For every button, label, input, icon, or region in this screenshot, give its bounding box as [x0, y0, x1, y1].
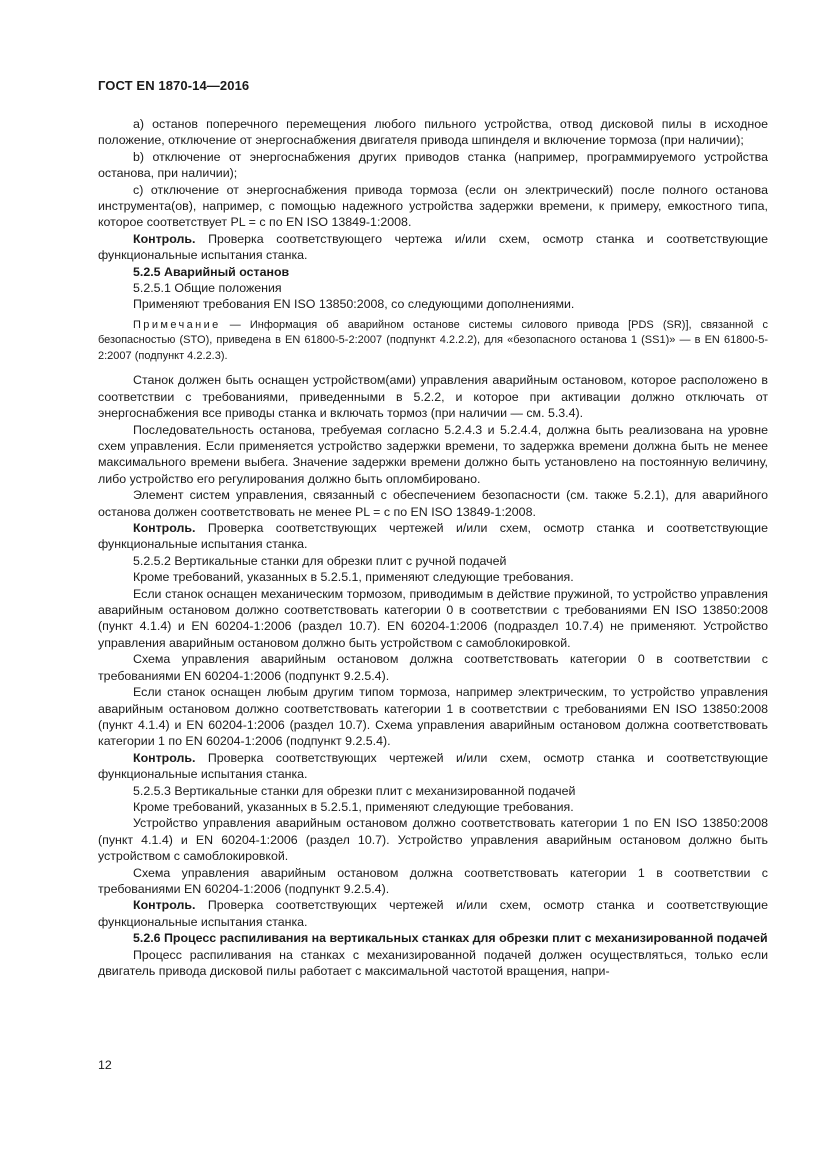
paragraph: Элемент систем управления, связанный с обеспечением безопасности (см. также 5.2.1), для аварийного останова должен соответствовать не менее PL = с по EN ISO 13849-1:2008. — [98, 488, 768, 519]
paragraph: Устройство управления аварийным остановом должно соответствовать категории 1 по EN ISO 13850:2008 (пункт 4.1.4) и EN 60204-1:2006 (раздел 10.7). Устройство управления аварийным остановом должно быть устройством с самоблокировкой. — [98, 816, 768, 864]
control-label: Контроль. — [133, 231, 196, 246]
paragraph: Если станок оснащен любым другим типом тормоза, например электрическим, то устройство управления аварийным остановом должно соответствовать категории 1 в соответствии с требованиями EN ISO 13850:2008 (пункт 4.1.4) и EN 60204-1:2006 (раздел 10.7). Схема управления аварийным остановом должна соответствовать категории 1 по EN 60204-1:2006 (подпункт 9.2.5.4). — [98, 685, 768, 749]
control-label: Контроль. — [133, 898, 196, 913]
subsection-heading-5-2-5-2: 5.2.5.2 Вертикальные станки для обрезки плит с ручной подачей — [133, 553, 507, 568]
control-paragraph — [98, 520, 768, 553]
page-number: 12 — [98, 1058, 112, 1072]
paragraph: Схема управления аварийным остановом должна соответствовать категории 1 в соответствии с требованиями EN 60204-1:2006 (подпункт 9.2.5.4). — [98, 865, 768, 896]
control-label: Контроль. — [133, 750, 196, 765]
note-label: Примечание — [133, 318, 221, 331]
item-b: b) отключение от энергоснабжения других приводов станка (например, программируемого устройства останова, при наличии); — [98, 149, 768, 181]
item-a: а) останов поперечного перемещения любого пильного устройства, отвод дисковой пилы в исходное положение, отключение от энергоснабжения двигателя привода шпинделя и включение тормоза (при наличии); — [98, 117, 768, 148]
paragraph: Последовательность останова, требуемая согласно 5.2.4.3 и 5.2.4.4, должна быть реализована на уровне схем управления. Если применяется устройство задержки времени, то задержка времени должна быть не менее максимального времени выбега. Значение задержки времени должно быть установлено на постоянную величину, либо устройство его регулирования должно быть опломбировано. — [98, 422, 768, 486]
item-c: c) отключение от энергоснабжения привода тормоза (если он электрический) после полного останова инструмента(ов), например, с помощью надежного устройства задержки времени, к примеру, емкостного типа, которое соответствует PL = с по EN ISO 13849-1:2008. — [98, 182, 768, 230]
subsection-heading-5-2-5-3: 5.2.5.3 Вертикальные станки для обрезки плит с механизированной подачей — [133, 783, 576, 798]
control-text: Проверка соответствующих чертежей и/или схем, осмотр станка и соответствующие функциональные испытания станка. — [98, 898, 768, 929]
subsection-heading-5-2-5-1: 5.2.5.1 Общие положения — [133, 281, 282, 296]
paragraph: Если станок оснащен механическим тормозом, приводимым в действие пружиной, то устройство управления аварийным остановом должно соответствовать категории 0 в соответствии с требованиями EN ISO 13850:2008 (пункт 4.1.4) и EN 60204-1:2006 (раздел 10.7). EN 60204-1:2006 (подраздел 10.7.4) не применяют. Устройство управления аварийным остановом должно быть устройством с самоблокировкой. — [98, 586, 768, 650]
paragraph: Станок должен быть оснащен устройством(ами) управления аварийным остановом, которое расположено в соответствии с требованиями, приведенными в 5.2.2, и которое при активации должно отключать от энергоснабжения все приводы станка и включать тормоз (при наличии — см. 5.3.4). — [98, 373, 768, 421]
note — [98, 318, 768, 365]
note-text: — Информация об аварийном останове системы силового привода [PDS (SR)], связанной с безопасностью (STO), приведена в EN 61800-5-2:2007 (подпункт 4.2.2.2), для «безопасного останова 1 (SS1)» — в EN 61800-5-2:2007 (подпункт 4.2.2.3). — [98, 318, 768, 362]
section-heading-5-2-5: 5.2.5 Аварийный останов — [133, 264, 290, 279]
control-text: Проверка соответствующих чертежей и/или схем, осмотр станка и соответствующие функциональные испытания станка. — [98, 521, 768, 552]
paragraph: Кроме требований, указанных в 5.2.5.1, применяют следующие требования. — [133, 570, 574, 585]
paragraph: Применяют требования EN ISO 13850:2008, со следующими дополнениями. — [133, 297, 575, 312]
document-body — [98, 116, 768, 979]
control-paragraph — [98, 231, 768, 264]
control-paragraph — [98, 897, 768, 930]
control-label: Контроль. — [133, 521, 196, 536]
section-heading-5-2-6: 5.2.6 Процесс распиливания на вертикальных станках для обрезки плит с механизированной подачей — [133, 931, 768, 946]
document-header: ГОСТ EN 1870-14—2016 — [98, 78, 250, 93]
control-paragraph — [98, 750, 768, 783]
paragraph: Схема управления аварийным остановом должна соответствовать категории 0 в соответствии с требованиями EN 60204-1:2006 (подпункт 9.2.5.4). — [98, 652, 768, 683]
control-text: Проверка соответствующих чертежей и/или схем, осмотр станка и соответствующие функциональные испытания станка. — [98, 750, 768, 782]
paragraph: Процесс распиливания на станках с механизированной подачей должен осуществляться, только если двигатель привода дисковой пилы работает с максимальной частотой вращения, напри- — [98, 947, 768, 978]
control-text: Проверка соответствующего чертежа и/или схем, осмотр станка и соответствующие функциональные испытания станка. — [98, 231, 768, 263]
paragraph: Кроме требований, указанных в 5.2.5.1, применяют следующие требования. — [133, 799, 574, 814]
